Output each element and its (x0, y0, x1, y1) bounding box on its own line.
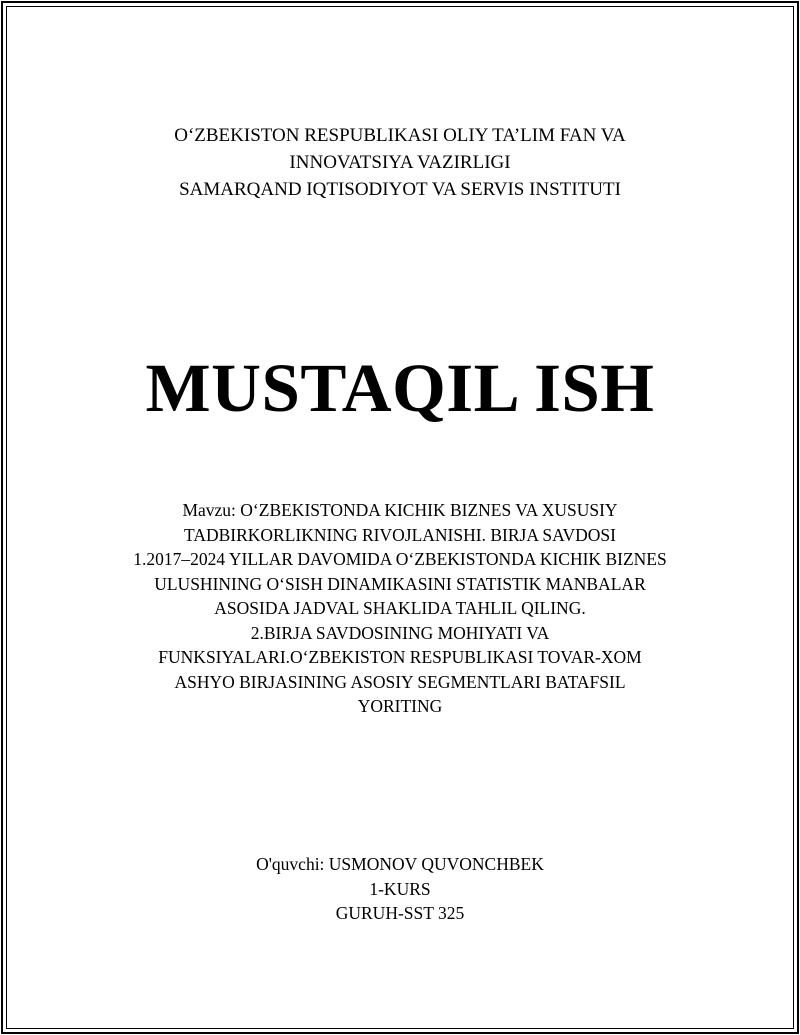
topic-line: YORITING (357, 696, 443, 716)
topic-line: ASOSIDA JADVAL SHAKLIDA TAHLIL QILING. (214, 598, 586, 618)
header-line-institute: SAMARQAND IQTISODIYOT VA SERVIS INSTITUTI (179, 179, 621, 200)
topic-line: ULUSHINING O‘SISH DINAMIKASINI STATISTIK MANBALAR (154, 573, 646, 594)
topic-section (0, 498, 800, 719)
student-info (0, 852, 800, 926)
topic-line: ASHYO BIRJASINING ASOSIY SEGMENTLARI BATAFSIL (174, 671, 626, 692)
student-course: 1-KURS (369, 878, 431, 899)
topic-line: TADBIRKORLIKNING RIVOJLANISHI. BIRJA SAVDOSI (184, 524, 616, 545)
topic-line: 1.2017–2024 YILLAR DAVOMIDA O‘ZBEKISTONDA KICHIK BIZNES (133, 549, 667, 569)
institution-header (0, 122, 800, 203)
topic-line: FUNKSIYALARI.O‘ZBEKISTON RESPUBLIKASI TOVAR-XOM (158, 647, 642, 667)
header-line-ministry-1: O‘ZBEKISTON RESPUBLIKASI OLIY TA’LIM FAN VA (174, 125, 626, 146)
student-group: GURUH-SST 325 (335, 903, 465, 923)
student-name: O'quvchi: USMONOV QUVONCHBEK (256, 854, 544, 874)
document-title: MUSTAQIL ISH (145, 350, 655, 426)
topic-line: 2.BIRJA SAVDOSINING MOHIYATI VA (250, 622, 550, 643)
topic-line: Mavzu: O‘ZBEKISTONDA KICHIK BIZNES VA XUSUSIY (182, 500, 618, 520)
header-line-ministry-2: INNOVATSIYA VAZIRLIGI (289, 152, 511, 173)
